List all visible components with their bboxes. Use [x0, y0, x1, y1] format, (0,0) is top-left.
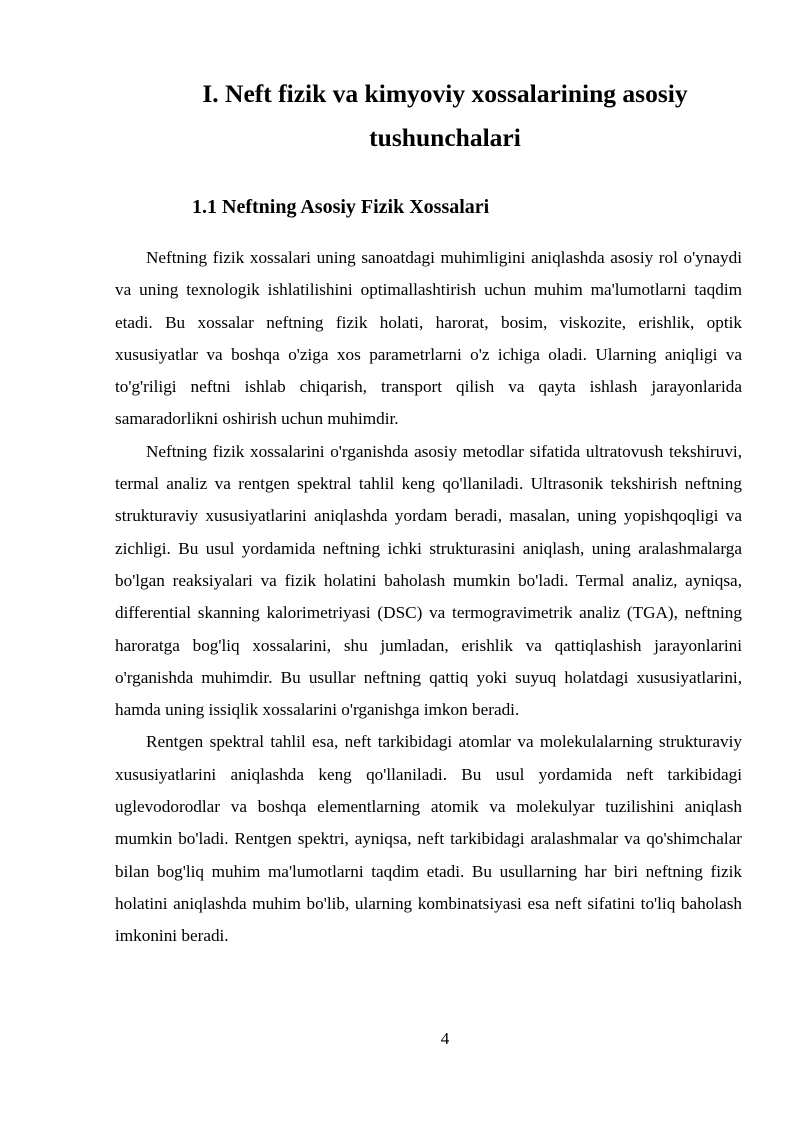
paragraph-1: Neftning fizik xossalari uning sanoatdagi muhimligini aniqlashda asosiy rol o'ynaydi va uning texnologik ishlatilishini optimallashtirish uchun muhim ma'lumotlarni taqdim etadi. Bu xossalar neftning fizik holati, harorat, bosim, viskozite, erishlik, optik xususiyatlar va boshqa o'ziga xos parametrlarni o'z ichiga oladi. Ularning aniqligi va to'g'riligi neftni ishlab chiqarish, transport qilish va qayta ishlash jarayonlarida samaradorlikni oshirish uchun muhimdir. — [115, 248, 742, 429]
section-heading: 1.1 Neftning Asosiy Fizik Xossalari — [192, 196, 490, 218]
body-text — [115, 242, 742, 953]
chapter-title: I. Neft fizik va kimyoviy xossalarining asosiy tushunchalari — [202, 79, 688, 152]
paragraph-3: Rentgen spektral tahlil esa, neft tarkibidagi atomlar va molekulalarning strukturaviy xususiyatlarini aniqlashda keng qo'llaniladi. Bu usul yordamida neft tarkibidagi uglevodorodlar va boshqa elementlarning atomik va molekulyar tuzilishini aniqlash mumkin bo'ladi. Rentgen spektri, ayniqsa, neft tarkibidagi aralashmalar va qo'shimchalar bilan bog'liq muhim ma'lumotlarni taqdim etadi. Bu usullarning har biri neftning fizik holatini aniqlashda muhim bo'lib, ularning kombinatsiyasi esa neft sifatini to'liq baholash imkonini beradi. — [115, 732, 742, 946]
page-number: 4 — [440, 1029, 450, 1048]
paragraph-2: Neftning fizik xossalarini o'rganishda asosiy metodlar sifatida ultratovush tekshiruvi, termal analiz va rentgen spektral tahlil keng qo'llaniladi. Ultrasonik tekshirish neftning strukturaviy xususiyatlarini aniqlashda yordam beradi, masalan, uning yopishqoqligi va zichligi. Bu usul yordamida neftning ichki strukturasini aniqlash, uning aralashmalarga bo'lgan reaksiyalari va fizik holatini baholash mumkin bo'ladi. Termal analiz, ayniqsa, differential skanning kalorimetriyasi (DSC) va termogravimetrik analiz (TGA), neftning haroratga bog'liq xossalarini, shu jumladan, erishlik va qattiqlashish jarayonlarini o'rganishda muhimdir. Bu usullar neftning qattiq yoki suyuq holatdagi xususiyatlarini, hamda uning issiqlik xossalarini o'rganishga imkon beradi. — [115, 441, 742, 720]
